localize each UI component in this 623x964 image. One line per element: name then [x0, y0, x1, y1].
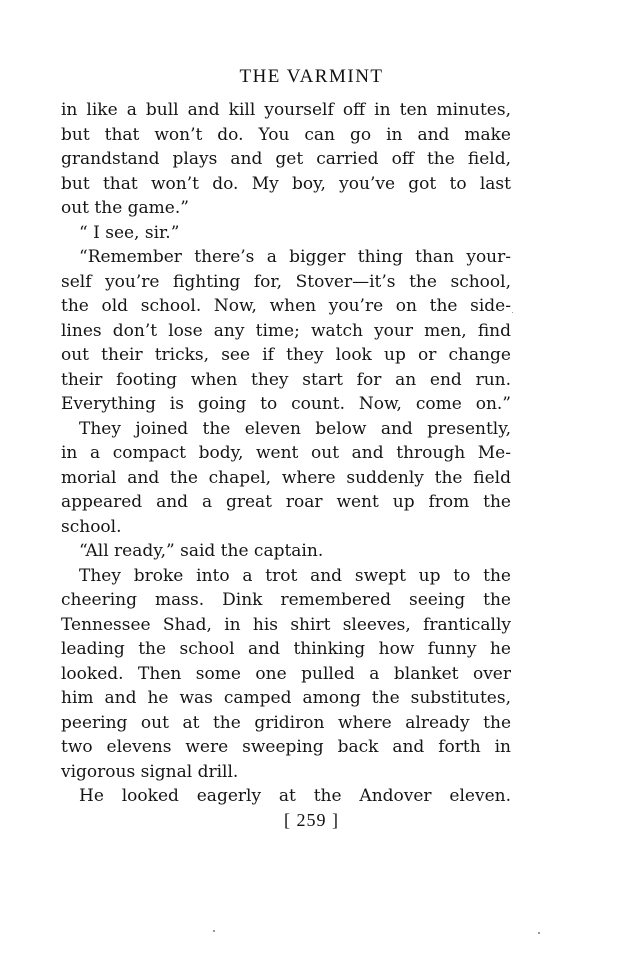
- page-number: [ 259 ]: [284, 810, 339, 830]
- text-line: out the game.”: [61, 198, 189, 218]
- text-line: the old school. Now, when you’re on the side-: [61, 296, 511, 316]
- text-line: out their tricks, see if they look up or change: [61, 345, 511, 365]
- text-line: Everything is going to count. Now, come on.”: [61, 394, 511, 414]
- text-line: school.: [61, 516, 122, 537]
- text-line: “ I see, sir.”: [79, 222, 180, 243]
- text-line: They broke into a trot and swept up to the: [79, 565, 511, 586]
- text-line: but that won’t do. You can go in and make: [61, 124, 511, 145]
- text-line: “All ready,” said the captain.: [79, 541, 324, 561]
- text-line: their footing when they start for an end run.: [61, 369, 511, 390]
- text-line: vigorous signal drill.: [61, 761, 239, 782]
- text-line: self you’re fighting for, Stover—it’s the school,: [61, 271, 511, 292]
- text-line: peering out at the gridiron where already the: [61, 712, 511, 733]
- text-line: cheering mass. Dink remembered seeing the: [61, 590, 511, 610]
- text-line: but that won’t do. My boy, you’ve got to last: [61, 173, 511, 194]
- text-line: in a compact body, went out and through Me-: [61, 443, 511, 463]
- text-line: leading the school and thinking how funny he: [61, 639, 511, 659]
- text-line: in like a bull and kill yourself off in ten minutes,: [61, 100, 511, 120]
- text-line: him and he was camped among the substitutes,: [61, 688, 511, 708]
- text-line: looked. Then some one pulled a blanket over: [61, 663, 511, 684]
- text-line: appeared and a great roar went up from the: [61, 492, 511, 512]
- text-line: They joined the eleven below and presently,: [79, 418, 511, 439]
- text-line: morial and the chapel, where suddenly the field: [61, 467, 511, 488]
- print-speck: [538, 932, 540, 934]
- text-line: lines don’t lose any time; watch your men, find: [61, 320, 511, 341]
- text-line: Tennessee Shad, in his shirt sleeves, frantically: [61, 614, 511, 635]
- body-text: [61, 98, 511, 809]
- print-speck: [213, 930, 215, 932]
- text-line: two elevens were sweeping back and forth in: [61, 737, 511, 757]
- text-line: “Remember there’s a bigger thing than your-: [79, 247, 511, 267]
- running-head: THE VARMINT: [239, 66, 384, 87]
- text-line: He looked eagerly at the Andover eleven.: [79, 786, 511, 806]
- text-line: grandstand plays and get carried off the field,: [61, 149, 511, 169]
- print-speck: [512, 312, 513, 313]
